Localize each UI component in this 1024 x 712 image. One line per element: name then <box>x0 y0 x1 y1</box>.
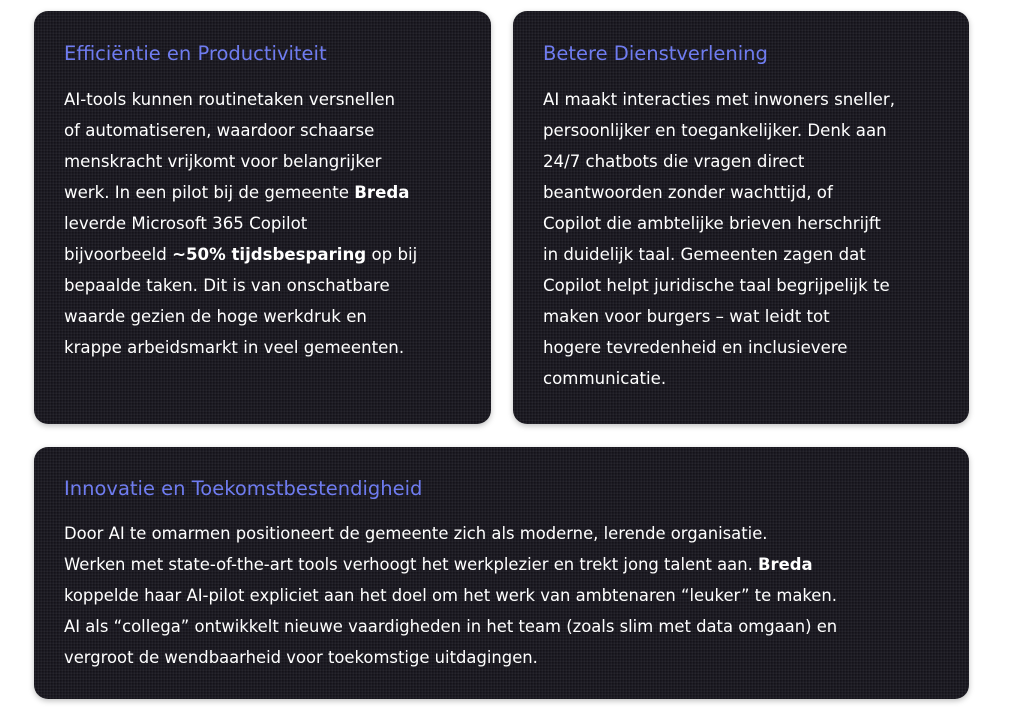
text-run: bepaalde taken. Dit is van onschatbare <box>64 276 390 295</box>
body-line <box>64 611 837 642</box>
text-run: AI-tools kunnen routinetaken versnellen <box>64 90 396 109</box>
body-line <box>64 518 837 549</box>
body-line <box>64 270 417 301</box>
card-title: Efficiëntie en Productiviteit <box>64 42 327 65</box>
body-line <box>64 239 417 270</box>
card-better-service <box>513 11 969 424</box>
card-body <box>64 84 417 363</box>
body-line <box>543 332 895 363</box>
text-run: leverde Microsoft 365 Copilot <box>64 214 308 233</box>
body-line <box>64 84 417 115</box>
body-line <box>543 270 895 301</box>
text-run: of automatiseren, waardoor schaarse <box>64 121 375 140</box>
text-run: Door AI te omarmen positioneert de gemeente zich als moderne, lerende organisatie. <box>64 524 768 543</box>
body-line <box>543 115 895 146</box>
card-body <box>64 518 837 673</box>
text-run: waarde gezien de hoge werkdruk en <box>64 307 367 326</box>
body-line <box>64 549 837 580</box>
text-run: AI maakt interacties met inwoners sneller, <box>543 90 895 109</box>
text-run: koppelde haar AI-pilot expliciet aan het doel om het werk van ambtenaren “leuker” te maken. <box>64 586 837 605</box>
body-line <box>64 146 417 177</box>
text-run: beantwoorden zonder wachttijd, of <box>543 183 833 202</box>
text-run: Werken met state-of-the-art tools verhoogt het werkplezier en trekt jong talent aan. <box>64 555 759 574</box>
body-line <box>64 208 417 239</box>
text-run: communicatie. <box>543 369 667 388</box>
card-body <box>543 84 895 394</box>
card-title: Innovatie en Toekomstbestendigheid <box>64 477 423 500</box>
body-line <box>543 177 895 208</box>
text-run: in duidelijk taal. Gemeenten zagen dat <box>543 245 866 264</box>
body-line <box>543 239 895 270</box>
text-run: 24/7 chatbots die vragen direct <box>543 152 805 171</box>
body-line <box>64 642 837 673</box>
body-line <box>543 146 895 177</box>
body-line <box>64 301 417 332</box>
text-run: maken voor burgers – wat leidt tot <box>543 307 830 326</box>
text-run: op bij <box>366 245 418 264</box>
card-innovation-future-proofing <box>34 447 969 699</box>
text-run: Copilot die ambtelijke brieven herschrijft <box>543 214 881 233</box>
card-efficiency-productivity <box>34 11 491 424</box>
body-line <box>64 580 837 611</box>
body-line <box>64 332 417 363</box>
text-run: werk. In een pilot bij de gemeente <box>64 183 355 202</box>
text-run: AI als “collega” ontwikkelt nieuwe vaardigheden in het team (zoals slim met data omgaan) en <box>64 617 838 636</box>
bold-text: Breda <box>354 183 410 202</box>
bold-text: Breda <box>758 555 813 574</box>
body-line <box>543 301 895 332</box>
body-line <box>64 115 417 146</box>
body-line <box>64 177 417 208</box>
bold-text: ~50% tijdsbesparing <box>172 245 367 264</box>
text-run: hogere tevredenheid en inclusievere <box>543 338 848 357</box>
text-run: menskracht vrijkomt voor belangrijker <box>64 152 382 171</box>
body-line <box>543 84 895 115</box>
text-run: krappe arbeidsmarkt in veel gemeenten. <box>64 338 405 357</box>
text-run: Copilot helpt juridische taal begrijpelijk te <box>543 276 890 295</box>
body-line <box>543 363 895 394</box>
card-title: Betere Dienstverlening <box>543 42 768 65</box>
text-run: persoonlijker en toegankelijker. Denk aan <box>543 121 887 140</box>
text-run: vergroot de wendbaarheid voor toekomstige uitdagingen. <box>64 648 538 667</box>
body-line <box>543 208 895 239</box>
text-run: bijvoorbeeld <box>64 245 173 264</box>
